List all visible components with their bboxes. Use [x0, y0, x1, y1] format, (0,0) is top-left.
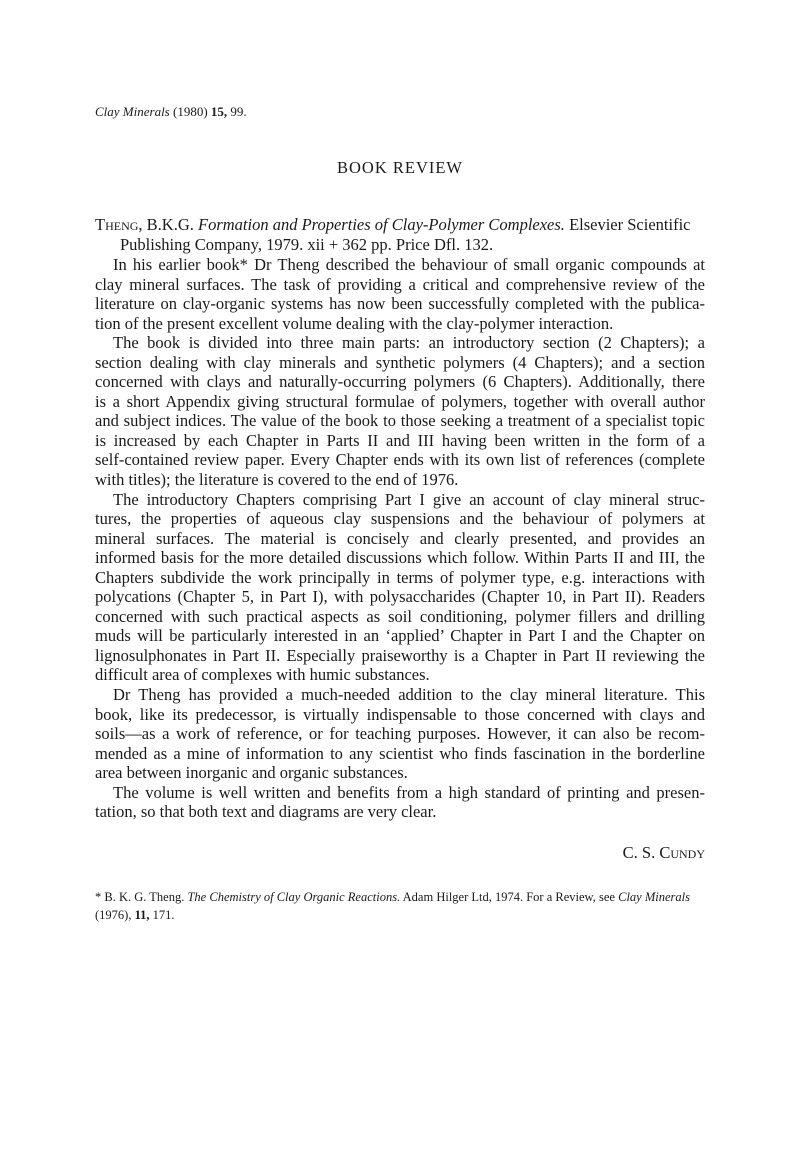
- footnote-volume: 11,: [134, 908, 150, 922]
- text-line: tation, so that both text and diagrams are very clear.: [95, 802, 437, 822]
- page-title: BOOK REVIEW: [336, 158, 464, 177]
- text-line: book, like its predecessor, is virtually indispensable to those concerned with clays and: [95, 704, 705, 724]
- running-head: [95, 104, 247, 120]
- review-body: [95, 255, 705, 822]
- footnote-publisher: Adam Hilger Ltd, 1974. For a Review, see: [402, 890, 615, 904]
- text-line: concerned with such practical aspects as soil conditioning, polymer fillers and drilling: [95, 606, 705, 626]
- text-line: muds will be particularly interested in an ‘applied’ Chapter in Part I and the Chapter on: [95, 626, 705, 646]
- text-line: Dr Theng has provided a much-needed addition to the clay mineral literature. This: [113, 685, 705, 705]
- text-line: with titles); the literature is covered to the end of 1976.: [95, 470, 459, 490]
- footnote-year: (1976),: [95, 908, 132, 922]
- footnote-journal: Clay Minerals: [618, 890, 690, 904]
- text-line: In his earlier book* Dr Theng described the behaviour of small organic compounds at: [113, 255, 705, 274]
- text-line: tures, the properties of aqueous clay suspensions and the behaviour of polymers at: [95, 509, 705, 529]
- text-line: section dealing with clay minerals and synthetic polymers (4 Chapters); and a section: [95, 352, 705, 372]
- text-line: area between inorganic and organic substances.: [95, 763, 408, 783]
- journal-page: 99.: [230, 104, 247, 119]
- text-line: soils—as a work of reference, or for teaching purposes. However, it can also be recom-: [95, 724, 705, 744]
- citation-publisher: Elsevier Scientific: [569, 215, 691, 234]
- text-line: self-contained review paper. Every Chapter ends with its own list of references (complete: [95, 450, 705, 470]
- citation-author: Theng,: [95, 215, 143, 234]
- text-line: polycations (Chapter 5, in Part I), with polysaccharides (Chapter 10, in Part II). Readers: [95, 587, 705, 607]
- footnote-page: 171.: [152, 908, 175, 922]
- text-line: is a short Appendix giving structural formulae of polymers, together with overall author: [95, 391, 705, 411]
- journal-year: (1980): [173, 104, 208, 119]
- text-line: literature on clay-organic systems has now been successfully completed with the publica-: [95, 294, 705, 314]
- text-line: Chapters subdivide the work principally in terms of polymer type, e.g. interactions with: [95, 567, 705, 587]
- journal-volume: 15,: [210, 104, 228, 119]
- text-line: The volume is well written and benefits from a high standard of printing and presen-: [113, 782, 705, 802]
- paragraph: [95, 783, 705, 822]
- paragraph: [95, 685, 705, 783]
- footnote-prefix: * B. K. G. Theng.: [95, 890, 185, 904]
- text-line: informed basis for the more detailed discussions which follow. Within Parts II and III, the: [95, 548, 705, 568]
- text-line: difficult area of complexes with humic substances.: [95, 665, 430, 685]
- reviewer-signature: C. S. Cundy: [622, 843, 705, 862]
- citation-initials: B.K.G.: [146, 215, 194, 234]
- citation-book-title: Formation and Properties of Clay-Polymer Complexes.: [198, 215, 565, 234]
- text-line: The book is divided into three main parts: an introductory section (2 Chapters); a: [113, 333, 705, 353]
- citation-line-2: Publishing Company, 1979. xii + 362 pp. Price Dfl. 132.: [120, 235, 494, 254]
- text-line: concerned with clays and naturally-occurring polymers (6 Chapters). Additionally, there: [95, 372, 705, 392]
- paragraph: [95, 333, 705, 489]
- text-line: tion of the present excellent volume dealing with the clay-polymer interaction.: [95, 313, 614, 333]
- text-line: clay mineral surfaces. The task of providing a critical and comprehensive review of the: [95, 274, 705, 294]
- book-citation: [95, 215, 705, 255]
- text-line: is increased by each Chapter in Parts II and III having been written in the form of a: [95, 430, 705, 450]
- text-line: lignosulphonates in Part II. Especially praiseworthy is a Chapter in Part II reviewing the: [95, 645, 705, 665]
- paragraph: [95, 255, 705, 333]
- text-line: mineral surfaces. The material is concisely and clearly presented, and provides an: [95, 528, 705, 548]
- text-line: and subject indices. The value of the book to those seeking a treatment of a specialist topic: [95, 411, 705, 431]
- text-line: The introductory Chapters comprising Part I give an account of clay mineral struc-: [113, 489, 705, 509]
- journal-name: Clay Minerals: [95, 104, 170, 119]
- footnote: [95, 888, 705, 924]
- citation-line-1: [95, 215, 705, 235]
- text-line: mended as a mine of information to any scientist who finds fascination in the borderline: [95, 743, 705, 763]
- paragraph: [95, 490, 705, 685]
- footnote-book-title: The Chemistry of Clay Organic Reactions.: [187, 890, 401, 904]
